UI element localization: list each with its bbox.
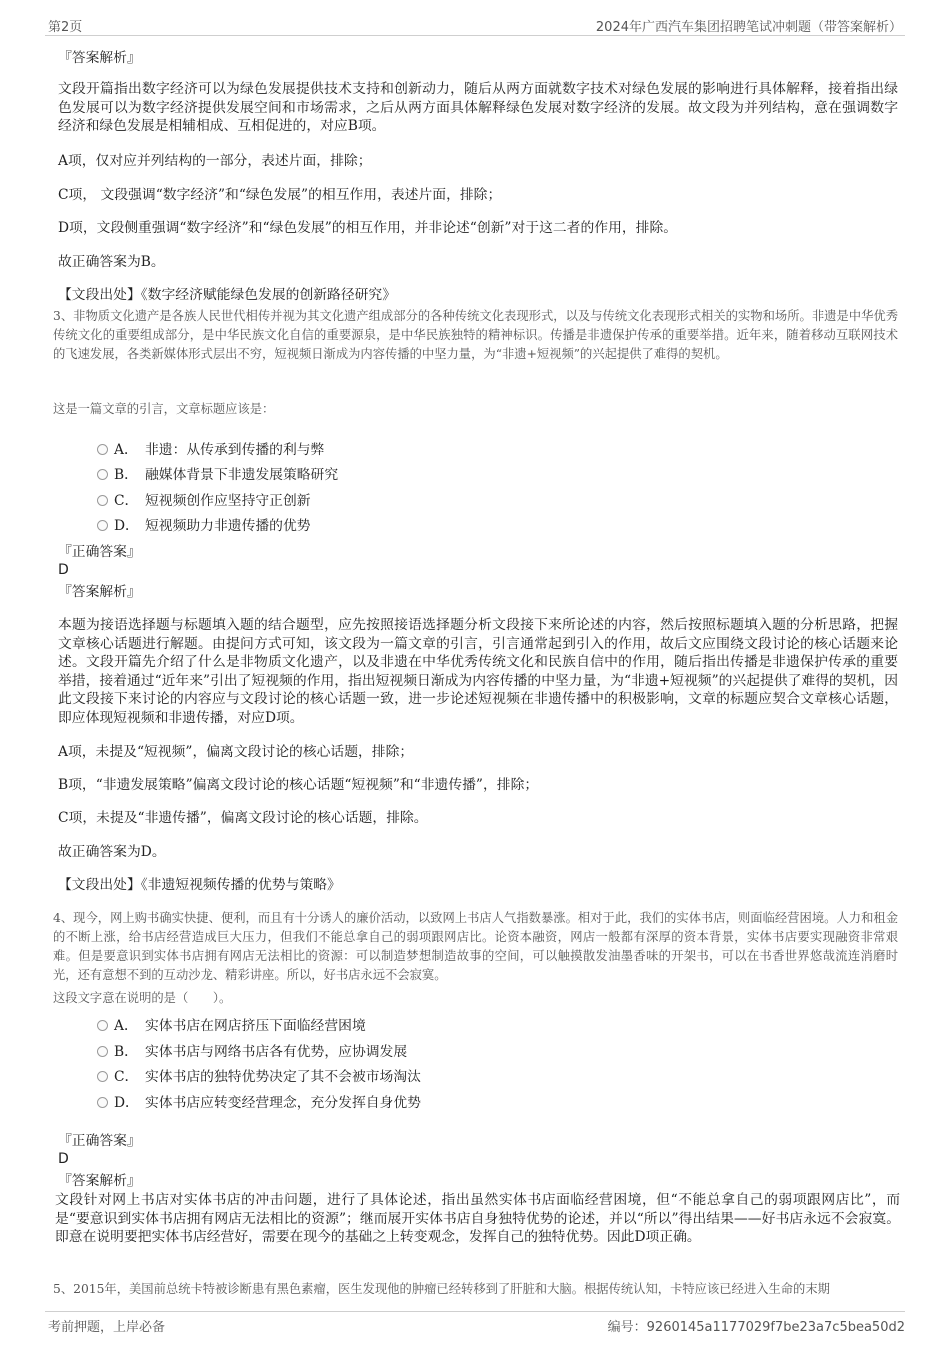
radio-icon[interactable]: [97, 469, 108, 480]
radio-icon[interactable]: [97, 1046, 108, 1057]
q2-conclusion: 故正确答案为B。: [58, 254, 165, 270]
q4-answer: D: [58, 1151, 69, 1167]
q3-answer-label: 『正确答案』: [58, 544, 141, 560]
q5-stem: 5、2015年，美国前总统卡特被诊断患有黑色素瘤，医生发现他的肿瘤已经转移到了肝脏和大脑。根据传统认知，卡特应该已经进入生命的末期: [53, 1282, 830, 1296]
q2-analysis-label: 『答案解析』: [58, 50, 141, 66]
q3-stem: 3、非物质文化遗产是各族人民世代相传并视为其文化遗产组成部分的各种传统文化表现形式，以及与传统文化表现形式相关的实物和场所。非遗是中华优秀传统文化的重要组成部分，是中华民族文化自信的重要源泉，是中华民族独特的精神标识。传播是非遗保护传承的重要举措。近年来，随着移动互联网技术的飞速发展，各类新媒体形式层出不穷，短视频日渐成为内容传播的中坚力量，为“非遗+短视频”的兴起提供了难得的契机。: [53, 309, 898, 361]
q2-option-c-explanation: C项， 文段强调“数字经济”和“绿色发展”的相互作用，表述片面，排除；: [58, 187, 502, 203]
document-id: 编号：9260145a1177029f7be23a7c5bea50d2: [607, 1320, 905, 1335]
radio-icon[interactable]: [97, 444, 108, 455]
q4-stem: 4、现今，网上购书确实快捷、便利，而且有十分诱人的廉价活动，以致网上书店人气指数暴涨。相对于此，我们的实体书店，则面临经营困境。人力和租金的不断上涨，给书店经营造成巨大压力，但我们不能总拿自己的弱项跟网店比。论资本融资，网店一般都有深厚的资本背景，实体书店要实现融资非常艰难。但是要意识到实体书店拥有网店无法相比的资源：可以制造梦想制造故事的空间，可以触摸散发油墨香味的开架书，可以在书香世界悠哉流连消磨时光，还有意想不到的互动沙龙、精彩讲座。所以，好书店永远不会寂寞。: [53, 911, 898, 982]
q3-source: 【文段出处】《非遗短视频传播的优势与策略》: [58, 877, 341, 893]
q3-analysis-label: 『答案解析』: [58, 584, 141, 600]
page-header: [45, 13, 905, 36]
radio-icon[interactable]: [97, 1020, 108, 1031]
q4-question: 这段文字意在说明的是（ ）。: [53, 991, 232, 1005]
q4-analysis-label: 『答案解析』: [58, 1173, 141, 1189]
page-footer: [45, 1311, 905, 1334]
q4-answer-label: 『正确答案』: [58, 1133, 141, 1149]
q4-analysis: 文段针对网上书店对实体书店的冲击问题，进行了具体论述，指出虽然实体书店面临经营困境，但“不能总拿自己的弱项跟网店比”，而是“要意识到实体书店拥有网店无法相比的资源”；继而展开实体书店自身独特优势的论述，并以“所以”得出结果——好书店永远不会寂寞。即意在说明要把实体书店经营好，需要在现今的基础之上转变观念，发挥自己的独特优势。因此D项正确。: [55, 1192, 900, 1245]
q3-analysis: 本题为接语选择题与标题填入题的结合题型，应先按照接语选择题分析文段接下来所论述的内容，然后按照标题填入题的分析思路，把握文章核心话题进行解题。由提问方式可知，该文段为一篇文章的引言，引言通常起到引入的作用，故后文应围绕文段讨论的核心话题来论述。文段开篇先介绍了什么是非物质文化遗产，以及非遗在中华优秀传统文化和民族自信中的作用，随后指出传播是非遗保护传承的重要举措，接着通过“近年来”引出了短视频的作用，指出短视频日渐成为内容传播的中坚力量，为“非遗+短视频”的兴起提供了难得的契机，因此文段接下来讨论的内容应与文段讨论的核心话题一致，进一步论述短视频在非遗传播中的积极影响，文章的标题应契合文章核心话题，即应体现短视频和非遗传播，对应D项。: [58, 617, 898, 726]
q3-option-a-explanation: A项，未提及“短视频”，偏离文段讨论的核心话题，排除；: [58, 744, 414, 760]
radio-icon[interactable]: [97, 1097, 108, 1108]
radio-icon[interactable]: [97, 495, 108, 506]
document-title: 2024年广西汽车集团招聘笔试冲刺题（带答案解析）: [595, 20, 902, 35]
q3-option-c-explanation: C项，未提及“非遗传播”，偏离文段讨论的核心话题，排除。: [58, 810, 428, 826]
q3-question: 这是一篇文章的引言，文章标题应该是：: [53, 402, 275, 416]
q2-option-a-explanation: A项，仅对应并列结构的一部分，表述片面，排除；: [58, 153, 372, 169]
radio-icon[interactable]: [97, 520, 108, 531]
footer-slogan: 考前押题，上岸必备: [48, 1320, 166, 1335]
q2-option-d-explanation: D项，文段侧重强调“数字经济”和“绿色发展”的相互作用，并非论述“创新”对于这二者的作用，排除。: [58, 220, 678, 236]
page-number: 第2页: [48, 20, 83, 35]
q3-conclusion: 故正确答案为D。: [58, 844, 166, 860]
q2-source: 【文段出处】《数字经济赋能绿色发展的创新路径研究》: [58, 287, 397, 303]
q3-answer: D: [58, 562, 69, 578]
q2-analysis: 文段开篇指出数字经济可以为绿色发展提供技术支持和创新动力，随后从两方面就数字技术对绿色发展的影响进行具体解释，接着指出绿色发展可以为数字经济提供发展空间和市场需求，之后从两方面具体解释绿色发展对数字经济的发展。故文段为并列结构，意在强调数字经济和绿色发展是相辅相成、互相促进的，对应B项。: [58, 81, 898, 134]
radio-icon[interactable]: [97, 1071, 108, 1082]
q3-option-b-explanation: B项，“非遗发展策略”偏离文段讨论的核心话题“短视频”和“非遗传播”，排除；: [58, 777, 539, 793]
